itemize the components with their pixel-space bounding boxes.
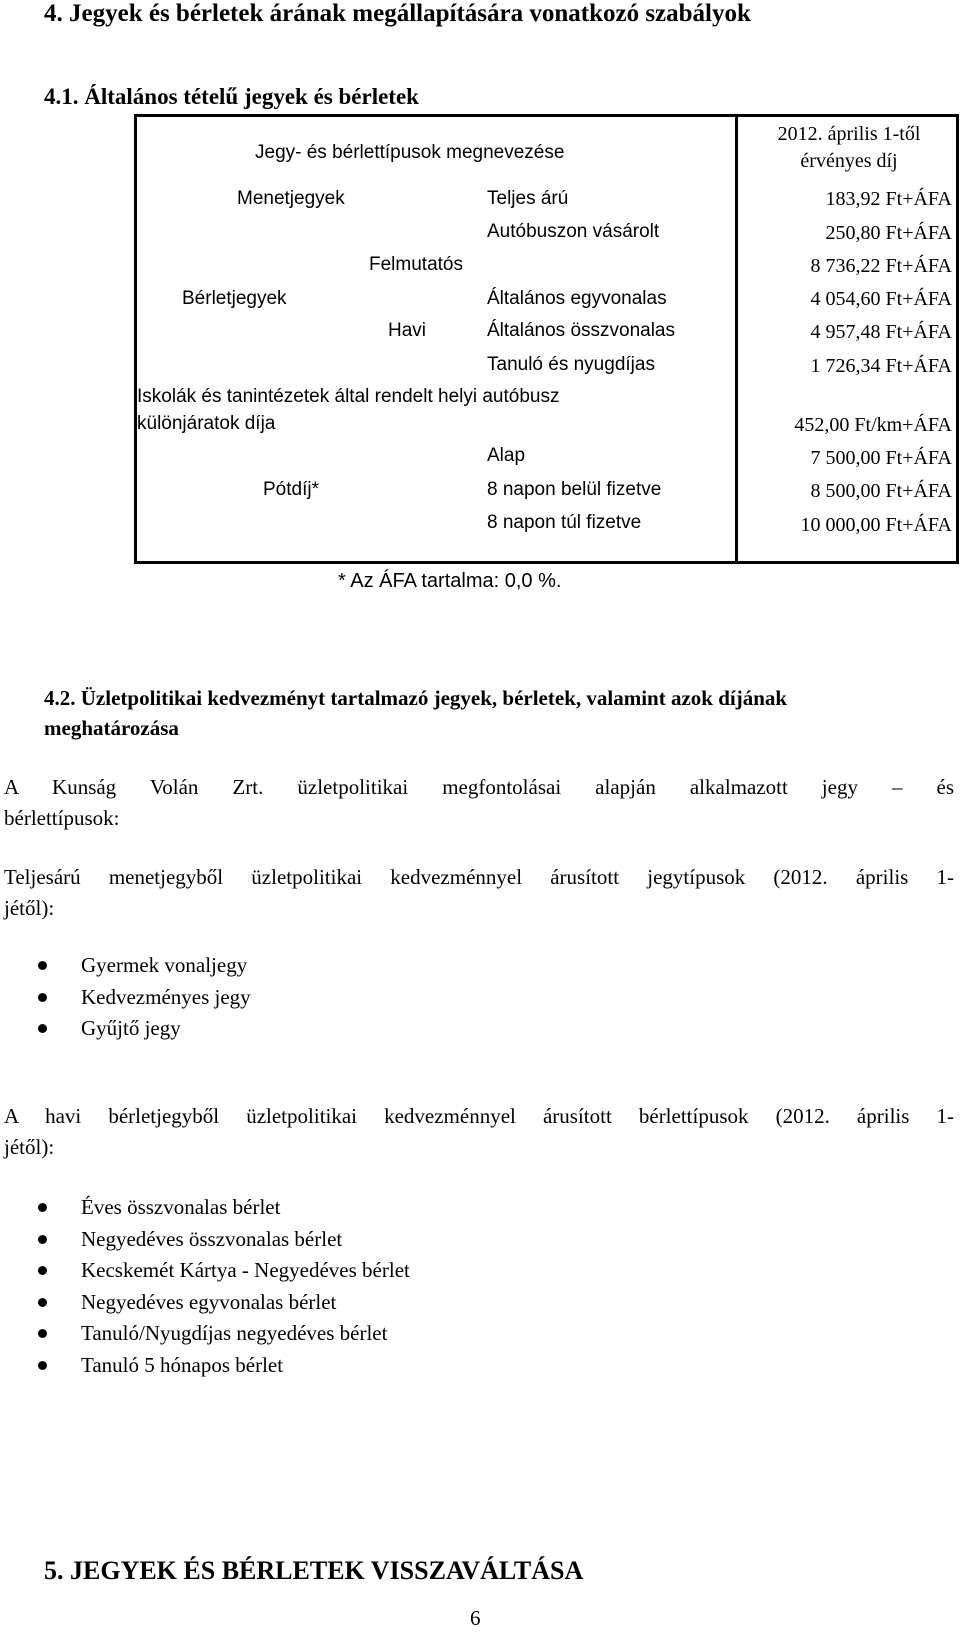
bullet-icon <box>38 1298 47 1307</box>
list-item: Tanuló 5 hónapos bérlet <box>0 1350 410 1382</box>
list-item: Gyermek vonaljegy <box>0 950 251 982</box>
row-label-felmutatos: Felmutatós <box>369 254 463 275</box>
price-felmutatos: 8 736,22 Ft+ÁFA <box>810 255 952 277</box>
list-item: Éves összvonalas bérlet <box>0 1192 410 1224</box>
intro-line-1: A Kunság Volán Zrt. üzletpolitikai megfontolásai alapján alkalmazott jegy – és <box>4 775 954 799</box>
menetjegy-text-line-1: Teljesárú menetjegyből üzletpolitikai kedvezménnyel árusított jegytípusok (2012. április 1- <box>4 865 954 889</box>
bullet-icon <box>38 1361 47 1370</box>
section-4-title: 4. Jegyek és bérletek árának megállapítására vonatkozó szabályok <box>44 0 751 27</box>
row-label-altalanos-osszvonalas: Általános összvonalas <box>487 320 675 341</box>
price-column-divider <box>735 117 738 561</box>
list-item: Negyedéves egyvonalas bérlet <box>0 1287 410 1319</box>
row-label-altalanos-egyvonalas: Általános egyvonalas <box>487 288 667 309</box>
price-iskolak: 452,00 Ft/km+ÁFA <box>794 414 952 436</box>
row-label-potdij: Pótdíj* <box>263 479 319 500</box>
menetjegy-list <box>0 950 251 1045</box>
list-item: Negyedéves összvonalas bérlet <box>0 1224 410 1256</box>
price-altalanos-osszvonalas: 4 957,48 Ft+ÁFA <box>810 321 952 343</box>
row-label-berletjegyek: Bérletjegyek <box>182 288 287 309</box>
berlet-text-line-2: jétől): <box>4 1135 55 1159</box>
section-5-title: 5. JEGYEK ÉS BÉRLETEK VISSZAVÁLTÁSA <box>44 1556 584 1585</box>
bullet-icon <box>38 961 47 970</box>
row-label-menetjegyek: Menetjegyek <box>237 188 345 209</box>
bullet-icon <box>38 1235 47 1244</box>
price-autobuszon: 250,80 Ft+ÁFA <box>825 222 952 244</box>
row-label-tanulo-nyugdijas: Tanuló és nyugdíjas <box>487 354 655 375</box>
row-label-alap: Alap <box>487 445 526 466</box>
price-belul: 8 500,00 Ft+ÁFA <box>810 480 952 502</box>
bullet-icon <box>38 1203 47 1212</box>
list-item: Kecskemét Kártya - Negyedéves bérlet <box>0 1255 410 1287</box>
price-table <box>134 114 959 564</box>
intro-line-2: bérlettípusok: <box>4 806 120 830</box>
menetjegy-text-line-2: jétől): <box>4 896 55 920</box>
berlet-list <box>0 1192 410 1381</box>
row-label-tul: 8 napon túl fizetve <box>487 512 642 533</box>
section-4-2-title: 4.2. Üzletpolitikai kedvezményt tartalmazó jegyek, bérletek, valamint azok díjának meghatározása <box>44 686 788 740</box>
bullet-icon <box>38 1266 47 1275</box>
row-label-autobuszon: Autóbuszon vásárolt <box>487 221 660 242</box>
list-item: Kedvezményes jegy <box>0 982 251 1014</box>
bullet-icon <box>38 1024 47 1033</box>
list-item: Gyűjtő jegy <box>0 1013 251 1045</box>
price-tul: 10 000,00 Ft+ÁFA <box>800 514 952 536</box>
row-label-iskolak-line2: különjáratok díja <box>137 413 276 434</box>
price-tanulo-nyugdijas: 1 726,34 Ft+ÁFA <box>810 355 952 377</box>
row-label-iskolak-line1: Iskolák és tanintézetek által rendelt helyi autóbusz <box>137 386 560 407</box>
row-label-havi: Havi <box>388 320 427 341</box>
price-alap: 7 500,00 Ft+ÁFA <box>810 447 952 469</box>
table-header-price: 2012. április 1-től érvényes díj <box>777 123 921 172</box>
section-4-1-title: 4.1. Általános tételű jegyek és bérletek <box>44 84 419 109</box>
bullet-icon <box>38 1329 47 1338</box>
berlet-text-line-1: A havi bérletjegyből üzletpolitikai kedvezménnyel árusított bérlettípusok (2012. április 1- <box>4 1104 954 1128</box>
price-altalanos-egyvonalas: 4 054,60 Ft+ÁFA <box>810 288 952 310</box>
table-footnote: * Az ÁFA tartalma: 0,0 %. <box>338 570 562 592</box>
row-label-belul: 8 napon belül fizetve <box>487 479 662 500</box>
page-number: 6 <box>470 1606 481 1630</box>
table-header-name: Jegy- és bérlettípusok megnevezése <box>255 142 565 163</box>
row-label-teljes-aru: Teljes árú <box>487 188 569 209</box>
price-teljes-aru: 183,92 Ft+ÁFA <box>825 188 952 210</box>
bullet-icon <box>38 993 47 1002</box>
list-item: Tanuló/Nyugdíjas negyedéves bérlet <box>0 1318 410 1350</box>
